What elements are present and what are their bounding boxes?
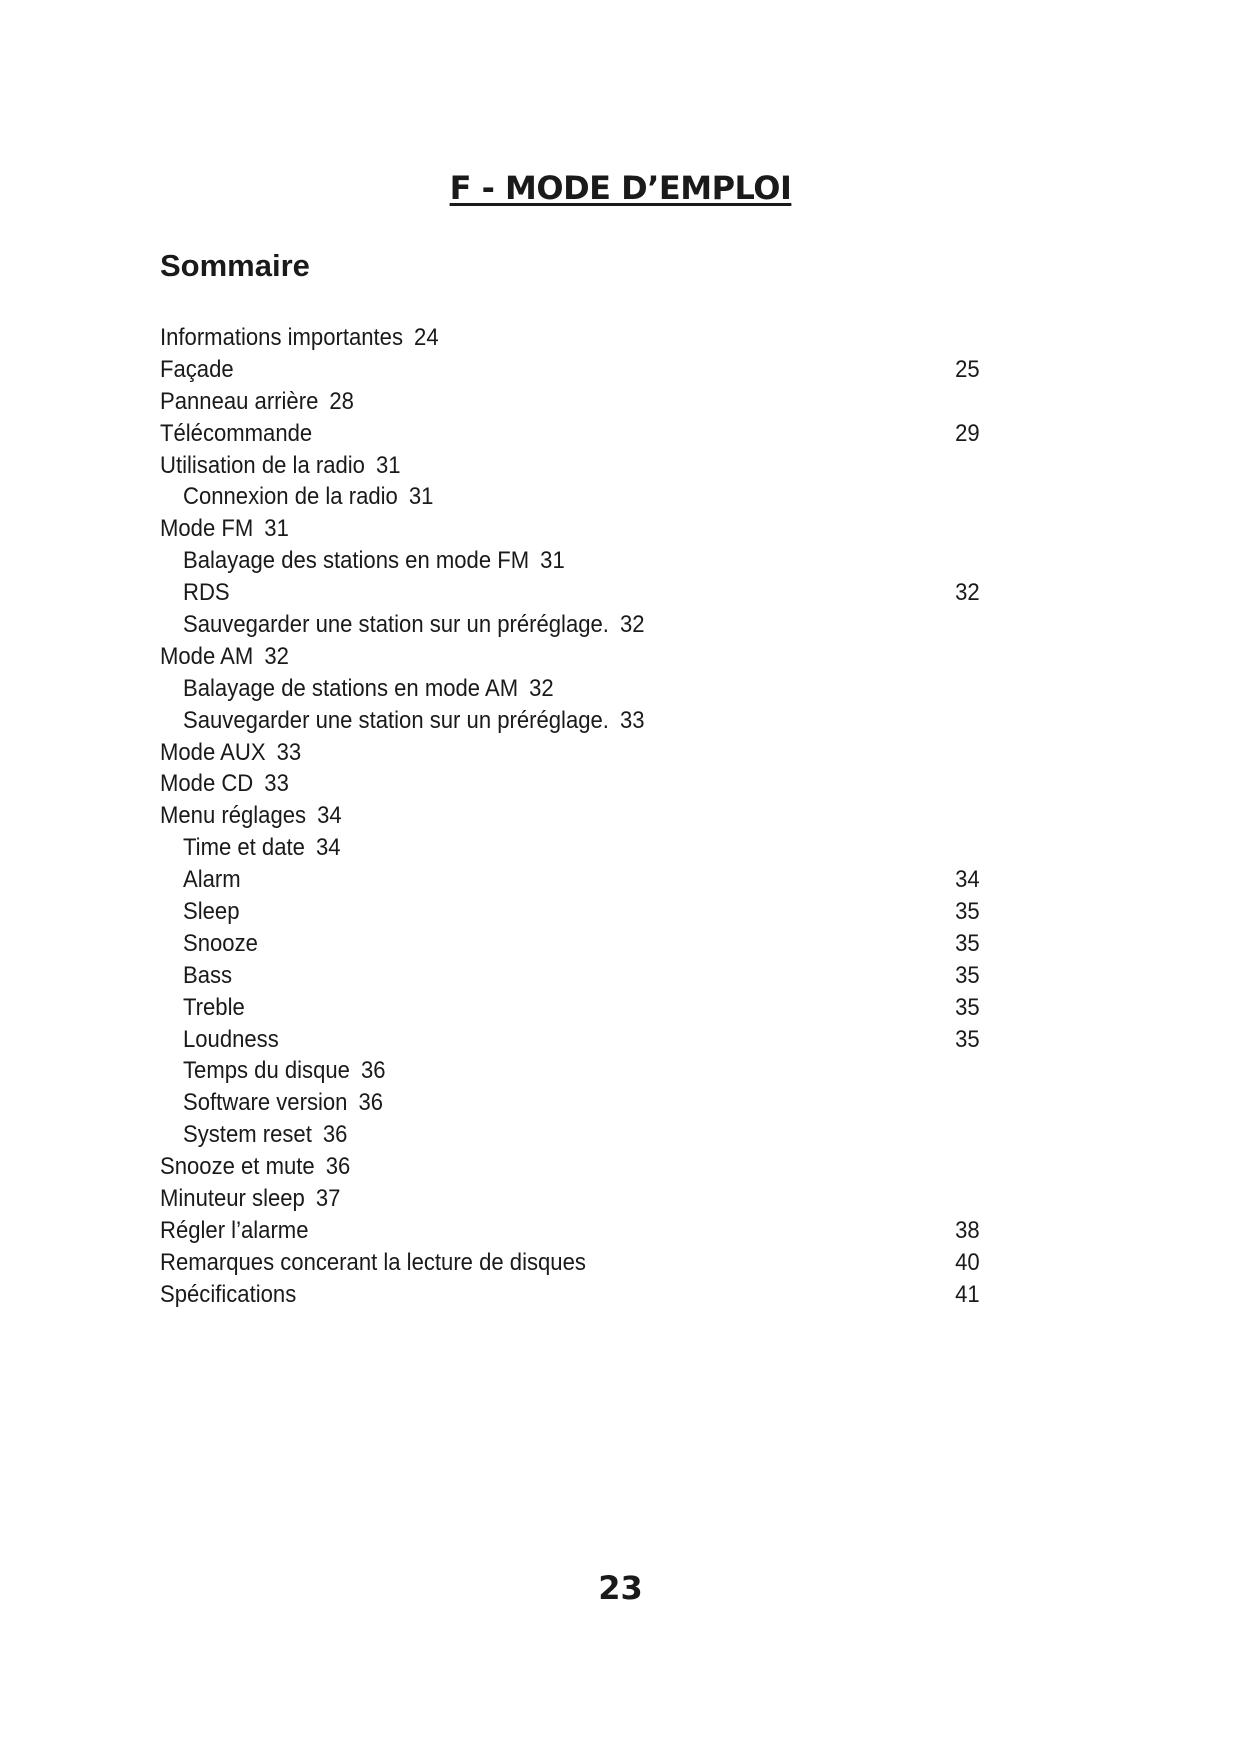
toc-entry-title: Utilisation de la radio [160,451,365,479]
toc-entry-page: 34 [955,866,980,894]
toc-entry-title: Temps du disque [183,1057,350,1085]
toc-entry [160,513,980,545]
toc-entry-label [160,1119,347,1151]
toc-entry [160,322,980,354]
toc-entry [160,1247,980,1279]
toc-entry-label [160,864,241,896]
toc-entry [160,896,980,928]
toc-entry-page: 33 [276,738,302,766]
toc-entry [160,450,980,482]
toc-entry-label [160,513,289,545]
toc-entry [160,609,980,641]
toc-entry-label [160,322,439,354]
toc-entry [160,928,980,960]
toc-entry-page: 32 [955,579,980,607]
toc-entry-label [160,1151,350,1183]
toc-entry-title: Remarques concerant la lecture de disques [160,1248,586,1276]
toc-entry-title: Mode AUX [160,738,266,766]
toc-entry-label [160,737,301,769]
toc-entry-page: 24 [414,324,439,351]
toc-entry-title: Régler l’alarme [160,1216,309,1244]
page-title [0,168,1241,208]
toc-entry-title: Sauvegarder une station sur un préréglage. [183,706,609,734]
toc-entry-label [160,992,245,1024]
toc-entry-title: Time et date [183,834,305,862]
toc-entry [160,481,980,513]
toc-entry-page: 35 [955,993,980,1021]
toc-heading: Sommaire [160,248,310,283]
toc-entry-label [160,800,342,832]
toc-entry-label [160,768,289,800]
table-of-contents [160,322,980,1311]
toc-entry-page: 31 [376,451,401,479]
toc-entry-title: Mode AM [160,642,254,670]
toc-entry-label [160,705,645,737]
toc-entry-label [160,896,239,928]
toc-entry-label [160,960,232,992]
toc-entry [160,1215,980,1247]
toc-entry [160,418,980,450]
toc-entry-page: 36 [322,1121,348,1149]
toc-entry-title: Balayage de stations en mode AM [183,674,519,702]
toc-entry-label [160,1183,340,1215]
page-number: 23 [598,1569,643,1607]
toc-entry-label [160,450,401,482]
toc-entry-page: 41 [955,1280,980,1308]
toc-entry-title: Mode FM [160,515,254,543]
toc-entry-label [160,1215,308,1247]
toc-entry-title: Software version [183,1089,348,1117]
toc-entry-title: Télécommande [160,419,313,447]
toc-entry-title: Loudness [183,1025,279,1053]
toc-entry [160,545,980,577]
toc-entry-page: 33 [619,706,645,734]
toc-entry-label [160,545,565,577]
toc-entry [160,577,980,609]
toc-entry-title: Treble [183,993,245,1021]
toc-entry-page: 37 [315,1185,341,1213]
toc-entry-page: 32 [264,642,289,670]
toc-entry-page: 35 [955,929,980,957]
toc-entry [160,1119,980,1151]
toc-entry-title: Informations importantes [160,324,403,351]
toc-entry-title: Balayage des stations en mode FM [183,547,530,575]
toc-entry-title: Connexion de la radio [183,483,398,511]
toc-entry-title: System reset [183,1121,312,1149]
toc-entry-title: Menu réglages [160,802,307,830]
toc-entry-title: Bass [183,961,233,989]
toc-entry [160,1055,980,1087]
toc-entry-label [160,1055,386,1087]
toc-entry-page: 32 [529,674,554,702]
toc-entry-label [160,609,645,641]
toc-entry [160,1279,980,1311]
toc-entry-label [160,928,258,960]
toc-entry [160,864,980,896]
toc-entry [160,641,980,673]
toc-entry-label [160,418,312,450]
toc-entry-page: 36 [358,1089,384,1117]
toc-entry-page: 35 [955,898,980,926]
toc-entry-page: 32 [619,611,645,639]
toc-entry-page: 31 [408,483,434,511]
toc-entry [160,386,980,418]
toc-entry-page: 35 [955,1025,980,1053]
toc-entry-title: Spécifications [160,1280,297,1308]
toc-entry-page: 40 [955,1248,980,1276]
toc-entry-title: Mode CD [160,770,254,798]
toc-entry-page: 36 [325,1153,351,1181]
toc-entry-page: 38 [955,1216,980,1244]
toc-entry-page: 36 [360,1057,386,1085]
toc-entry [160,1151,980,1183]
toc-entry [160,737,980,769]
toc-entry-title: Façade [160,355,234,383]
toc-entry-label [160,386,354,418]
toc-entry-label [160,1024,279,1056]
toc-entry-title: Snooze et mute [160,1153,315,1181]
toc-entry-title: Sleep [183,898,240,926]
toc-entry [160,354,980,386]
toc-entry [160,673,980,705]
toc-entry-label [160,481,433,513]
toc-entry [160,1183,980,1215]
toc-entry [160,768,980,800]
toc-entry-title: Snooze [183,929,258,957]
toc-entry-page: 31 [264,515,289,543]
toc-entry-title: Minuteur sleep [160,1185,305,1213]
toc-entry-page: 33 [264,770,289,798]
toc-entry-label [160,577,230,609]
toc-entry-title: Panneau arrière [160,387,319,415]
toc-entry-page: 34 [317,802,342,830]
toc-entry-label [160,641,289,673]
toc-entry-label [160,1247,586,1279]
toc-entry-label [160,673,554,705]
toc-entry-title: RDS [183,579,230,607]
toc-entry [160,992,980,1024]
toc-entry [160,832,980,864]
toc-entry-page: 35 [955,961,980,989]
toc-entry [160,705,980,737]
toc-entry-title: Alarm [183,866,241,894]
page-title-text: F - MODE D’EMPLOI [449,169,792,207]
toc-entry [160,1024,980,1056]
toc-entry-page: 25 [955,355,980,383]
toc-entry [160,800,980,832]
toc-entry-label [160,1279,296,1311]
toc-entry-page: 34 [315,834,341,862]
toc-entry [160,1087,980,1119]
toc-entry-label [160,354,234,386]
toc-entry [160,960,980,992]
toc-entry-page: 31 [540,547,565,575]
toc-entry-label [160,1087,383,1119]
toc-entry-title: Sauvegarder une station sur un préréglage. [183,611,609,639]
toc-entry-page: 29 [955,419,980,447]
toc-entry-label [160,832,341,864]
toc-entry-page: 28 [329,387,354,415]
